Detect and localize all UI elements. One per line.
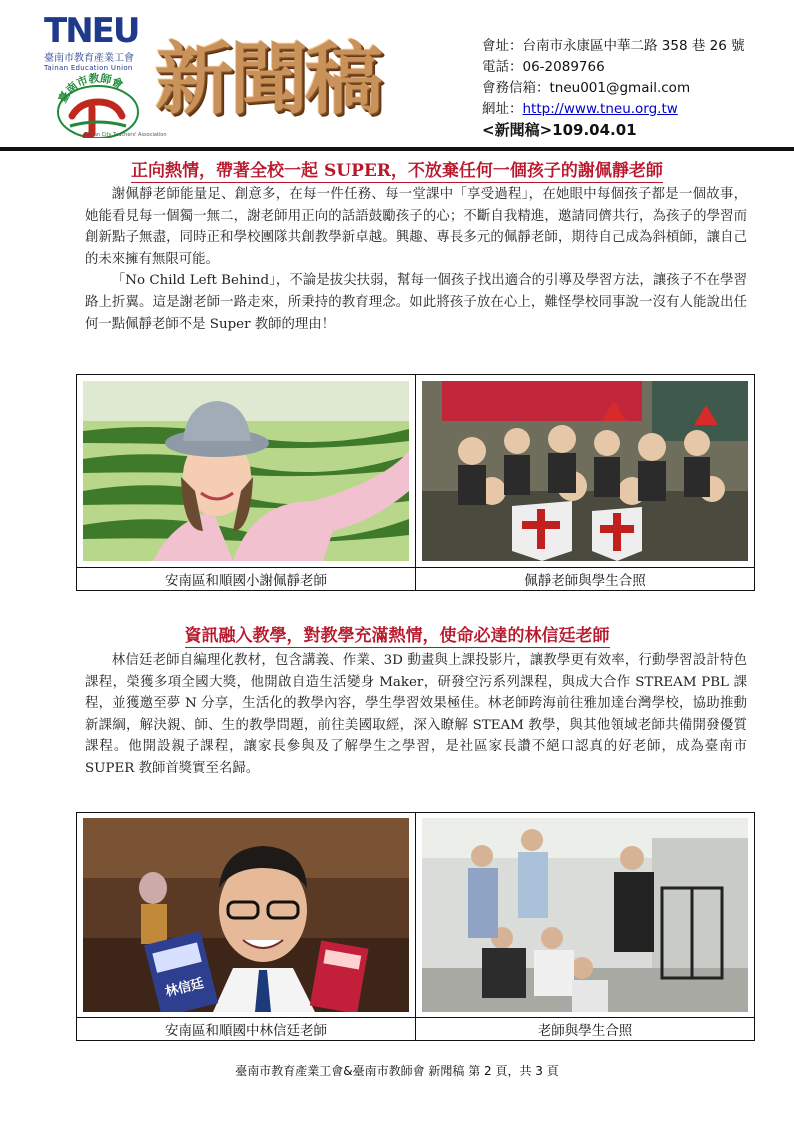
section2-photo-cell-right — [416, 813, 755, 1018]
teacher-hsieh-photo — [83, 381, 409, 561]
class-group-photo — [422, 381, 748, 561]
tneu-logo — [44, 11, 148, 72]
teacher-lin-photo — [83, 818, 409, 1012]
svg-text:臺南市教師會: 臺南市教師會 — [55, 72, 126, 106]
section1-caption-left: 安南區和順國小謝佩靜老師 — [77, 568, 416, 591]
email-line: 會務信箱：tneu001@gmail.com — [482, 80, 691, 96]
section1-caption-right: 佩靜老師與學生合照 — [416, 568, 755, 591]
section1-photo-cell-right — [416, 375, 755, 568]
lab-class-photo — [422, 818, 748, 1012]
section1-paragraph-1: 謝佩靜老師能量足、創意多，在每一件任務、每一堂課中「享受過程」，在她眼中每個孩子都是一個故事，她能看見每一個獨一無二，謝老師用正向的話語鼓勵孩子的心；不斷自我精進，邀請同儕共行，為孩子的學習而創新點子無盡，同時正和學校團隊共創教學新卓越。興趣、專長多元的佩靜老師，期待自己成為斜槓師，讓自己的未來擁有無限可能。 — [85, 187, 747, 267]
header-divider — [0, 147, 794, 151]
page-footer: 臺南市教育產業工會&臺南市教師會 新聞稿 第 2 頁，共 3 頁 — [235, 1064, 559, 1078]
contact-block — [482, 36, 745, 141]
masthead-title: 新聞稿 — [155, 34, 381, 125]
section1-photo-table — [76, 374, 755, 591]
section1-photo-cell-left — [77, 375, 416, 568]
book-cover-label: 林信廷 — [163, 976, 206, 1001]
phone-line: 電話：06-2089766 — [482, 59, 605, 75]
section2-photo-table — [76, 812, 755, 1041]
section1-paragraph-2: 「No Child Left Behind」，不論是拔尖扶弱，幫每一個孩子找出適合的引導及學習方法，讓孩子不在學習路上折翼。這是謝老師一路走來，所秉持的教育理念。如此將孩子放在心上，難怪學校同事說一沒有人能說出任何一點佩靜老師不是 Super 教師的理由！ — [85, 273, 747, 332]
section2-paragraph-1: 林信廷老師自編理化教材，包含講義、作業、3D 動畫與上課投影片，讓教學更有效率，行動學習設計特色課程，榮獲多項全國大獎，他開啟自造生活變身 Maker，研發空污系列課程，與成大合作 STREAM PBL 課程，並獲邀至夢 N 分享，生活化的教學內容，學生學習效果極佳。林老師跨海前往雅加達台灣學校，協助推動新課綱，解決親、師、生的教學問題，前往美國取經，深入瞭解 STEAM 教學，與其他領域老師共備開發優質課程。他開設親子課程，讓家長參與及了解學生之學習，是社區家長讚不絕口認真的好老師，成為臺南市 SUPER 教師首獎實至名歸。 — [85, 653, 747, 776]
logo-english-name: Tainan Education Union — [44, 64, 133, 72]
section2-body — [85, 650, 747, 780]
section1-headline-text: 正向熱情，帶著全校一起 SUPER，不放棄任何一個孩子的謝佩靜老師 — [131, 161, 663, 181]
address-line: 會址：台南市永康區中華二路 358 巷 26 號 — [482, 38, 745, 54]
teachers-association-seal — [50, 72, 146, 138]
section2-photo-cell-left — [77, 813, 416, 1018]
section2-headline — [0, 621, 794, 646]
website-link[interactable]: http://www.tneu.org.tw — [522, 101, 678, 117]
section1-body — [85, 184, 747, 335]
website-label: 網址： — [482, 101, 523, 117]
section2-headline-text: 資訊融入教學，對教學充滿熱情，使命必達的林信廷老師 — [184, 626, 610, 646]
issue-date: <新聞稿>109.04.01 — [482, 121, 637, 139]
logo-chinese-name: 臺南市教育產業工會 — [44, 53, 134, 64]
logo-wordmark: TNEU — [44, 11, 139, 51]
section1-headline — [0, 156, 794, 181]
seal-tagline: Tainan City Teachers' Association — [84, 132, 167, 138]
section2-caption-right: 老師與學生合照 — [416, 1018, 755, 1041]
section2-caption-left: 安南區和順國中林信廷老師 — [77, 1018, 416, 1041]
website-line — [482, 99, 745, 120]
